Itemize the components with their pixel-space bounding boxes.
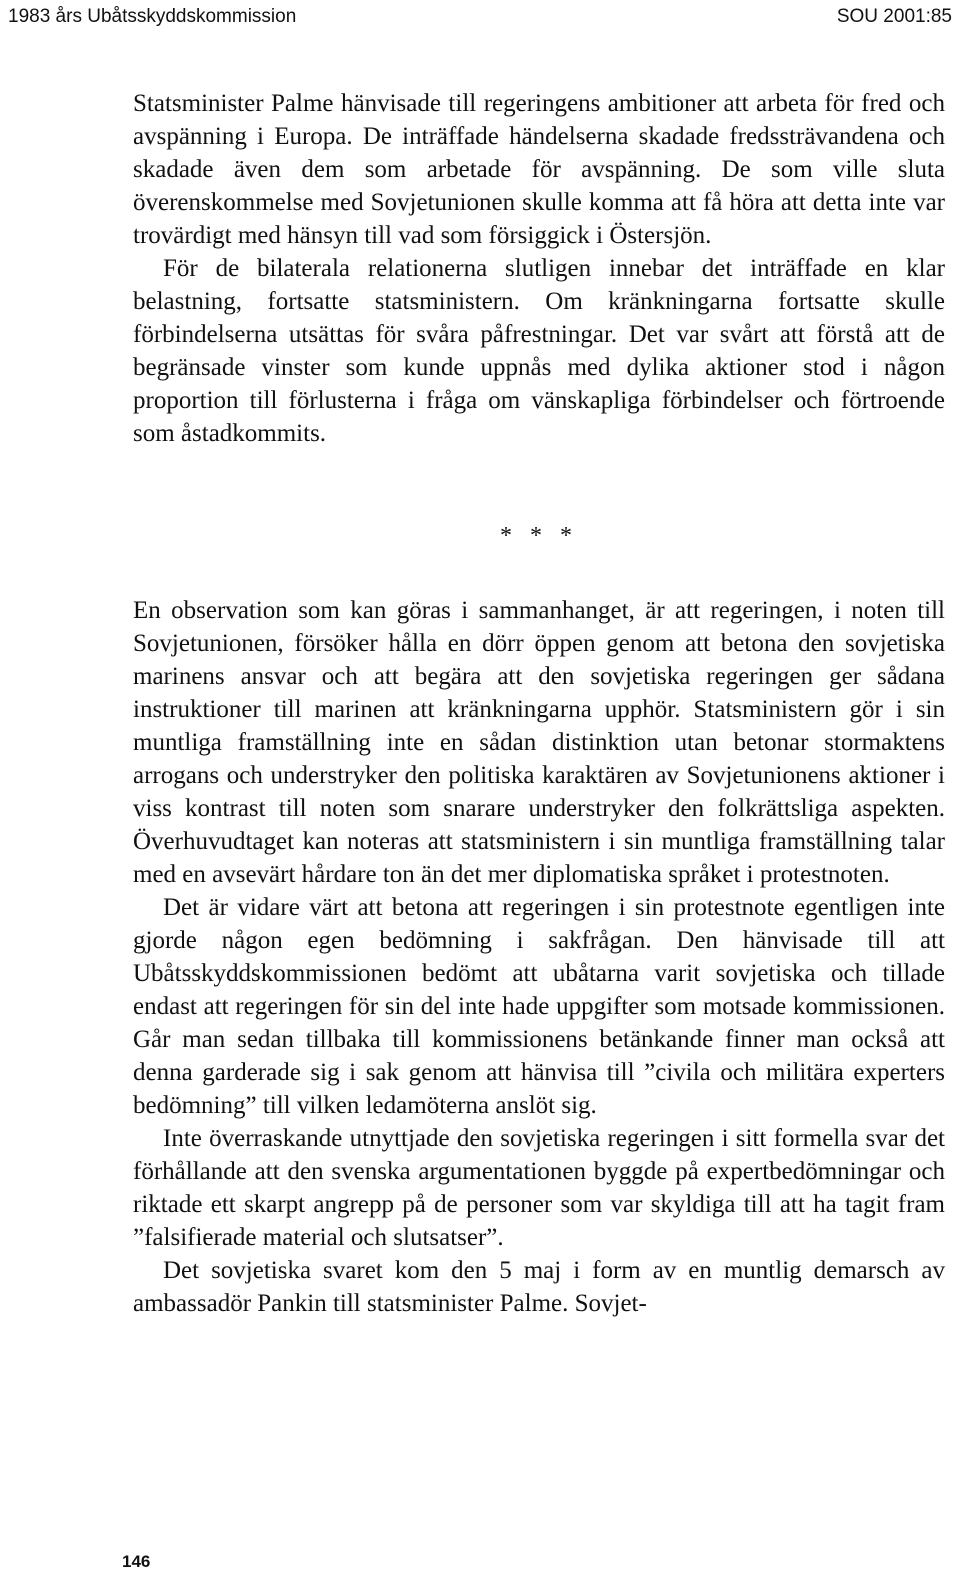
running-title: 1983 års Ubåtsskyddskommission xyxy=(8,6,297,27)
paragraph: En observation som kan göras i sammanhanget, är att regeringen, i noten till Sovjetunionen, försöker hålla en dörr öppen genom att betona den sovjetiska marinens ansvar och att begära att den sovjetiska regeringen ger sådana instruktioner till marinen att kränkningarna upphör. Statsministern gör i sin muntliga framställning inte en sådan distinktion utan betonar stormaktens arrogans och understryker den politiska karaktären av Sovjetunionens aktioner i viss kontrast till noten som snarare understryker den folkrättsliga aspekten. Överhuvudtaget kan noteras att statsministern i sin muntliga framställning talar med en avsevärt hårdare ton än det mer diplomatiska språket i protestnoten. xyxy=(133,597,945,888)
paragraph: Det är vidare värt att betona att regeringen i sin protestnote egentligen inte gjorde någon egen bedömning i sakfrågan. Den hänvisade till att Ubåtsskyddskommissionen bedömt att ubåtarna varit sovjetiska och tillade endast att regeringen för sin del inte hade uppgifter som motsade kommissionen. Går man sedan tillbaka till kommissionens betänkande finner man också att denna garderade sig i sak genom att hänvisa till ”civila och militära experters bedömning” till vilken ledamöterna anslöt sig. xyxy=(133,894,945,1119)
paragraph: Inte överraskande utnyttjade den sovjetiska regeringen i sitt formella svar det förhållande att den svenska argumentationen byggde på expertbedömningar och riktade ett skarpt angrepp på de personer som var skyldiga till att ha tagit fram ”falsifierade material och slutsatser”. xyxy=(133,1125,945,1251)
section-separator: * * * xyxy=(500,523,578,549)
text-section-1 xyxy=(133,87,945,450)
paragraph: Det sovjetiska svaret kom den 5 maj i form av en muntlig demarsch av ambassadör Pankin till statsminister Palme. Sovjet- xyxy=(133,1257,945,1317)
paragraph: Statsminister Palme hänvisade till regeringens ambitioner att arbeta för fred och avspänning i Europa. De inträffade händelserna skadade fredssträvandena och skadade även dem som arbetade för avspänning. De som ville sluta överenskommelse med Sovjetunionen skulle komma att få höra att detta inte var trovärdigt med hänsyn till vad som försiggick i Östersjön. xyxy=(133,90,945,249)
page-number: 146 xyxy=(122,1552,151,1571)
report-number: SOU 2001:85 xyxy=(836,6,952,27)
page-header xyxy=(0,0,960,38)
text-section-2 xyxy=(133,594,945,1320)
paragraph: För de bilaterala relationerna slutligen innebar det inträffade en klar belastning, fortsatte statsministern. Om kränkningarna fortsatte skulle förbindelserna utsättas för svåra påfrestningar. Det var svårt att förstå att de begränsade vinster som kunde uppnås med dylika aktioner stod i någon proportion till förlusterna i fråga om vänskapliga förbindelser och förtroende som åstadkommits. xyxy=(133,255,945,447)
